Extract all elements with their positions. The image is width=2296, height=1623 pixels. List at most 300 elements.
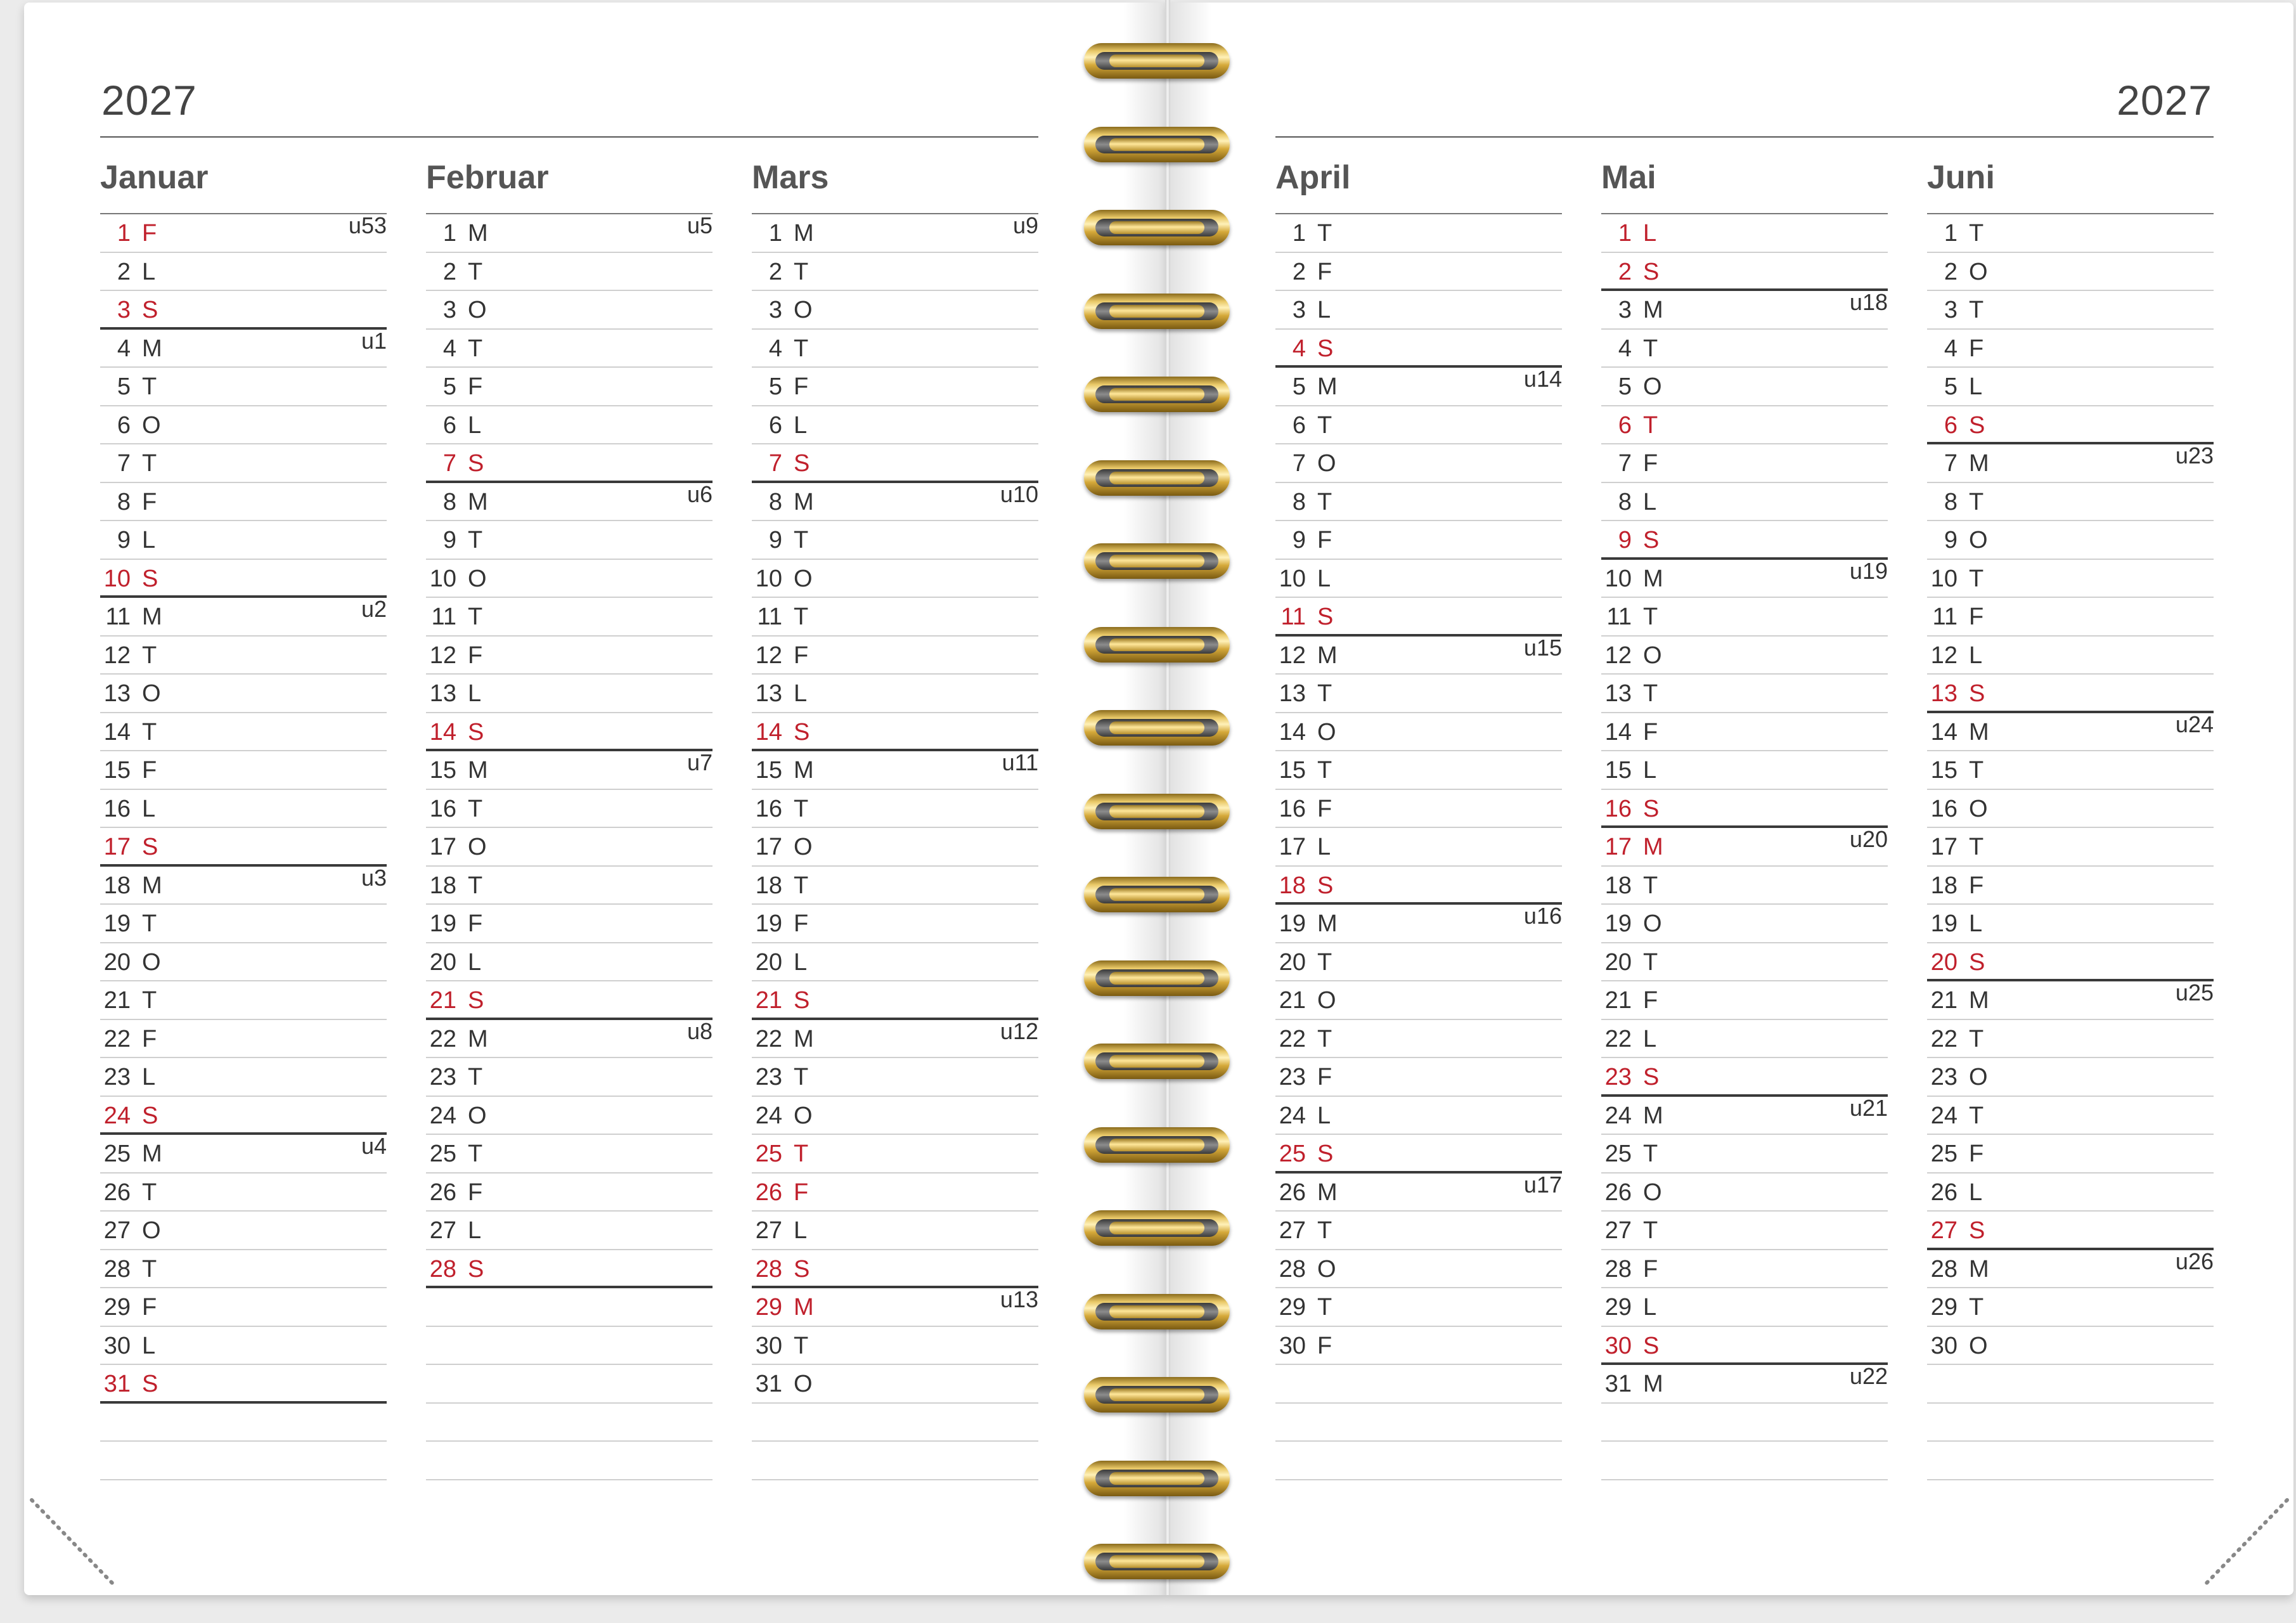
day-number: 13: [1604, 680, 1632, 707]
weekday-letter: T: [1317, 1294, 1332, 1321]
day-row[interactable]: [752, 713, 1038, 752]
day-row[interactable]: [100, 598, 387, 637]
day-row[interactable]: [1275, 483, 1562, 522]
day-row[interactable]: [752, 1212, 1038, 1250]
day-row[interactable]: [1275, 1097, 1562, 1135]
day-row[interactable]: [1275, 751, 1562, 790]
day-row[interactable]: [752, 943, 1038, 982]
blank-note-line[interactable]: [426, 1327, 713, 1366]
weekday-letter: M: [1317, 642, 1338, 669]
day-number: 14: [1604, 718, 1632, 746]
weekday-letter: F: [1317, 1064, 1332, 1090]
weekday-letter: F: [1969, 1141, 1984, 1167]
day-row[interactable]: [426, 981, 713, 1020]
weekday-letter: O: [1317, 1255, 1336, 1283]
day-row[interactable]: [752, 751, 1038, 790]
day-row[interactable]: [1927, 1020, 2214, 1059]
blank-note-line[interactable]: [1275, 1404, 1562, 1442]
day-row[interactable]: [426, 253, 713, 292]
weekday-letter: M: [1969, 1255, 1989, 1283]
binding-coil: [1084, 294, 1230, 329]
weekday-letter: T: [468, 604, 483, 630]
day-row[interactable]: [1601, 713, 1888, 752]
day-row[interactable]: [426, 598, 713, 637]
day-row[interactable]: [1927, 828, 2214, 867]
day-row[interactable]: [1601, 751, 1888, 790]
weekday-letter: T: [794, 872, 809, 899]
day-row[interactable]: [1275, 943, 1562, 982]
day-row[interactable]: [426, 790, 713, 829]
day-row[interactable]: [100, 981, 387, 1020]
day-row[interactable]: [752, 867, 1038, 905]
day-row[interactable]: [1275, 1058, 1562, 1097]
day-row[interactable]: [752, 1288, 1038, 1327]
blank-note-line[interactable]: [1601, 1404, 1888, 1442]
day-row[interactable]: [752, 1250, 1038, 1289]
day-row[interactable]: [1275, 1212, 1562, 1250]
day-number: 20: [1604, 948, 1632, 976]
day-row[interactable]: [752, 214, 1038, 253]
day-row[interactable]: [752, 444, 1038, 483]
day-number: 4: [442, 335, 456, 362]
day-row[interactable]: [100, 1020, 387, 1059]
day-number: 17: [1930, 834, 1957, 860]
weekday-letter: M: [1643, 1102, 1663, 1129]
day-number: 20: [1279, 948, 1306, 976]
week-number: u6: [687, 481, 713, 507]
weekday-letter: T: [1643, 680, 1658, 707]
day-row[interactable]: [1275, 368, 1562, 406]
day-row[interactable]: [1927, 521, 2214, 560]
day-row[interactable]: [1927, 943, 2214, 982]
week-number: u4: [361, 1133, 387, 1159]
day-row[interactable]: [1601, 1250, 1888, 1289]
day-row[interactable]: [1275, 1327, 1562, 1366]
weekday-letter: O: [794, 565, 813, 592]
day-row[interactable]: [100, 1327, 387, 1366]
weekday-letter: T: [142, 1179, 157, 1206]
blank-note-line[interactable]: [1601, 1442, 1888, 1480]
day-row[interactable]: [1601, 1058, 1888, 1097]
binding-coil: [1084, 877, 1230, 912]
day-row[interactable]: [100, 1097, 387, 1135]
blank-note-line[interactable]: [426, 1404, 713, 1442]
day-number: 11: [431, 604, 456, 630]
day-row[interactable]: [752, 790, 1038, 829]
day-row[interactable]: [1927, 713, 2214, 752]
day-row[interactable]: [100, 905, 387, 943]
day-row[interactable]: [1927, 905, 2214, 943]
weekday-letter: O: [794, 834, 813, 860]
day-row[interactable]: [100, 368, 387, 406]
day-row[interactable]: [752, 1058, 1038, 1097]
day-row[interactable]: [1601, 368, 1888, 406]
day-row[interactable]: [1927, 1327, 2214, 1366]
day-number: 27: [755, 1217, 782, 1244]
day-number: 19: [755, 910, 782, 937]
day-row[interactable]: [100, 1212, 387, 1250]
day-row[interactable]: [1927, 368, 2214, 406]
day-row[interactable]: [100, 444, 387, 483]
day-row[interactable]: [426, 330, 713, 368]
day-row[interactable]: [1927, 790, 2214, 829]
day-row[interactable]: [426, 905, 713, 943]
binding-coil: [1084, 960, 1230, 996]
day-row[interactable]: [1601, 1212, 1888, 1250]
weekday-letter: S: [1643, 795, 1660, 822]
day-number: 20: [1930, 948, 1957, 976]
day-row[interactable]: [752, 981, 1038, 1020]
day-row[interactable]: [1601, 981, 1888, 1020]
day-row[interactable]: [426, 1250, 713, 1289]
day-number: 30: [1279, 1332, 1306, 1359]
corner-stitch-left: [28, 1496, 123, 1591]
day-row[interactable]: [752, 368, 1038, 406]
weekday-letter: S: [794, 987, 810, 1014]
month-column-januar: [100, 158, 387, 1480]
day-number: 11: [1280, 604, 1306, 630]
day-row[interactable]: [752, 905, 1038, 943]
day-row[interactable]: [752, 1020, 1038, 1059]
day-row[interactable]: [1601, 406, 1888, 445]
day-row[interactable]: [1601, 291, 1888, 330]
day-row[interactable]: [1927, 1058, 2214, 1097]
weekday-letter: O: [1969, 527, 1988, 553]
weekday-letter: S: [794, 450, 810, 477]
day-number: 3: [1292, 297, 1306, 323]
day-row[interactable]: [1601, 1288, 1888, 1327]
day-row[interactable]: [426, 943, 713, 982]
day-row[interactable]: [1275, 713, 1562, 752]
day-row[interactable]: [1601, 483, 1888, 522]
weekday-letter: L: [468, 411, 482, 439]
day-row[interactable]: [1275, 1288, 1562, 1327]
day-row[interactable]: [1275, 905, 1562, 943]
weekday-letter: L: [142, 1064, 156, 1090]
day-number: 3: [442, 297, 456, 323]
day-number: 2: [1292, 258, 1306, 285]
day-row[interactable]: [752, 1327, 1038, 1366]
day-row[interactable]: [100, 521, 387, 560]
day-row[interactable]: [752, 1174, 1038, 1212]
day-row[interactable]: [1275, 330, 1562, 368]
day-row[interactable]: [1927, 253, 2214, 292]
day-row[interactable]: [426, 444, 713, 483]
day-row[interactable]: [100, 483, 387, 522]
day-row[interactable]: [426, 828, 713, 867]
day-row[interactable]: [1601, 1094, 1888, 1135]
day-number: 15: [429, 757, 456, 784]
day-number: 1: [1944, 220, 1957, 247]
day-row[interactable]: [1275, 598, 1562, 637]
day-row[interactable]: [1927, 330, 2214, 368]
day-row[interactable]: [752, 675, 1038, 713]
day-row[interactable]: [426, 1058, 713, 1097]
day-row[interactable]: [1275, 1135, 1562, 1174]
day-number: 16: [103, 795, 131, 822]
weekday-letter: F: [1643, 987, 1658, 1014]
day-row[interactable]: [1601, 828, 1888, 867]
blank-note-line[interactable]: [1275, 1365, 1562, 1404]
day-row[interactable]: [1275, 253, 1562, 292]
day-number: 15: [755, 757, 782, 784]
week-number: u26: [2175, 1248, 2214, 1274]
day-row[interactable]: [426, 637, 713, 675]
weekday-letter: F: [142, 757, 157, 784]
day-row[interactable]: [1275, 1020, 1562, 1059]
weekday-letter: M: [1317, 373, 1338, 400]
day-row[interactable]: [1275, 521, 1562, 560]
day-row[interactable]: [100, 675, 387, 713]
weekday-letter: L: [468, 948, 482, 976]
weekday-letter: L: [1643, 1294, 1657, 1321]
day-row[interactable]: [100, 406, 387, 445]
day-row[interactable]: [1601, 214, 1888, 253]
day-row[interactable]: [1275, 291, 1562, 330]
weekday-letter: L: [142, 795, 156, 822]
day-number: 10: [1930, 565, 1957, 592]
day-row[interactable]: [1927, 981, 2214, 1020]
day-row[interactable]: [426, 1097, 713, 1135]
day-row[interactable]: [1927, 867, 2214, 905]
day-row[interactable]: [426, 214, 713, 253]
day-row[interactable]: [752, 1097, 1038, 1135]
day-row[interactable]: [1601, 790, 1888, 829]
day-row[interactable]: [1927, 291, 2214, 330]
weekday-letter: S: [1643, 1332, 1660, 1359]
weekday-letter: T: [1969, 1025, 1984, 1052]
day-row[interactable]: [1275, 634, 1562, 675]
day-row[interactable]: [752, 637, 1038, 675]
day-number: 17: [1279, 834, 1306, 860]
day-row[interactable]: [100, 790, 387, 829]
day-row[interactable]: [1927, 675, 2214, 713]
day-row[interactable]: [426, 291, 713, 330]
day-row[interactable]: [426, 1020, 713, 1059]
day-row[interactable]: [426, 521, 713, 560]
day-row[interactable]: [1275, 981, 1562, 1020]
day-row[interactable]: [752, 253, 1038, 292]
day-number: 20: [429, 948, 456, 976]
day-row[interactable]: [1601, 1174, 1888, 1212]
day-row[interactable]: [426, 751, 713, 790]
day-list: [1927, 213, 2214, 1480]
day-row[interactable]: [1601, 444, 1888, 483]
day-number: 5: [768, 373, 782, 400]
day-row[interactable]: [1927, 1174, 2214, 1212]
day-row[interactable]: [100, 291, 387, 330]
blank-note-line[interactable]: [1927, 1365, 2214, 1404]
day-row[interactable]: [1275, 1171, 1562, 1212]
day-row[interactable]: [100, 327, 387, 368]
day-row[interactable]: [100, 253, 387, 292]
day-number: 14: [1279, 718, 1306, 746]
day-row[interactable]: [1601, 637, 1888, 675]
day-number: 23: [1930, 1064, 1957, 1090]
day-row[interactable]: [100, 943, 387, 982]
blank-note-line[interactable]: [1927, 1442, 2214, 1480]
day-row[interactable]: [1601, 867, 1888, 905]
day-row[interactable]: [1275, 828, 1562, 867]
day-row[interactable]: [1601, 598, 1888, 637]
blank-note-line[interactable]: [1275, 1442, 1562, 1480]
day-number: 19: [103, 910, 131, 937]
weekday-letter: F: [794, 373, 809, 400]
day-number: 7: [1944, 450, 1957, 477]
day-row[interactable]: [1927, 560, 2214, 598]
weekday-letter: T: [468, 795, 483, 822]
day-list: [1275, 213, 1562, 1480]
weekday-letter: T: [794, 1332, 809, 1359]
day-row[interactable]: [752, 560, 1038, 598]
day-row[interactable]: [1927, 1288, 2214, 1327]
day-row[interactable]: [100, 1135, 387, 1174]
day-row[interactable]: [426, 560, 713, 598]
blank-note-line[interactable]: [426, 1288, 713, 1327]
day-row[interactable]: [100, 1250, 387, 1289]
day-list: [100, 213, 387, 1480]
day-row[interactable]: [1275, 1250, 1562, 1289]
day-row[interactable]: [1275, 790, 1562, 829]
weekday-letter: O: [1969, 1332, 1988, 1359]
blank-note-line[interactable]: [100, 1442, 387, 1480]
day-row[interactable]: [1601, 253, 1888, 292]
day-number: 25: [1604, 1141, 1632, 1167]
blank-note-line[interactable]: [752, 1404, 1038, 1442]
day-row[interactable]: [426, 1212, 713, 1250]
weekday-letter: S: [1317, 604, 1334, 630]
weekday-letter: M: [794, 1025, 814, 1052]
blank-note-line[interactable]: [752, 1442, 1038, 1480]
weekday-letter: T: [142, 987, 157, 1014]
blank-note-line[interactable]: [426, 1442, 713, 1480]
day-row[interactable]: [752, 1365, 1038, 1404]
week-number: u3: [361, 864, 387, 891]
weekday-letter: M: [794, 220, 814, 247]
day-row[interactable]: [1601, 330, 1888, 368]
day-number: 17: [103, 834, 131, 860]
day-row[interactable]: [1601, 1020, 1888, 1059]
day-number: 6: [1944, 411, 1957, 439]
day-row[interactable]: [752, 1135, 1038, 1174]
weekday-letter: T: [1969, 834, 1984, 860]
day-row[interactable]: [1275, 560, 1562, 598]
day-row[interactable]: [1275, 444, 1562, 483]
weekday-letter: L: [1643, 1025, 1657, 1052]
day-row[interactable]: [1601, 521, 1888, 560]
day-row[interactable]: [100, 1058, 387, 1097]
day-row[interactable]: [100, 214, 387, 253]
blank-note-line[interactable]: [100, 1404, 387, 1442]
weekday-letter: L: [794, 680, 808, 707]
day-row[interactable]: [100, 864, 387, 905]
blank-note-line[interactable]: [1927, 1404, 2214, 1442]
day-row[interactable]: [1275, 406, 1562, 445]
week-number: u13: [1000, 1286, 1038, 1312]
day-row[interactable]: [1601, 905, 1888, 943]
weekday-letter: T: [468, 872, 483, 899]
day-row[interactable]: [100, 637, 387, 675]
day-row[interactable]: [100, 713, 387, 752]
weekday-letter: F: [1643, 450, 1658, 477]
day-number: 8: [1292, 488, 1306, 515]
day-row[interactable]: [426, 675, 713, 713]
week-number: u21: [1849, 1094, 1888, 1121]
day-row[interactable]: [1927, 637, 2214, 675]
day-row[interactable]: [1927, 483, 2214, 522]
day-row[interactable]: [1601, 557, 1888, 598]
day-row[interactable]: [426, 483, 713, 522]
day-row[interactable]: [1275, 675, 1562, 713]
day-row[interactable]: [100, 1174, 387, 1212]
day-row[interactable]: [1927, 598, 2214, 637]
day-row[interactable]: [1927, 444, 2214, 483]
day-row[interactable]: [100, 828, 387, 867]
day-row[interactable]: [752, 291, 1038, 330]
day-row[interactable]: [752, 483, 1038, 522]
day-row[interactable]: [426, 1135, 713, 1174]
day-row[interactable]: [1601, 943, 1888, 982]
day-row[interactable]: [1275, 867, 1562, 905]
day-row[interactable]: [1927, 406, 2214, 445]
day-row[interactable]: [1601, 1365, 1888, 1404]
day-row[interactable]: [1927, 1097, 2214, 1135]
day-number: 2: [1944, 258, 1957, 285]
day-number: 8: [1618, 488, 1632, 515]
day-row[interactable]: [1927, 1250, 2214, 1289]
blank-note-line[interactable]: [426, 1365, 713, 1404]
day-number: 21: [1604, 987, 1632, 1014]
day-row[interactable]: [1927, 1135, 2214, 1174]
day-row[interactable]: [426, 867, 713, 905]
day-row[interactable]: [1927, 751, 2214, 790]
day-row[interactable]: [752, 406, 1038, 445]
day-row[interactable]: [752, 828, 1038, 867]
day-row[interactable]: [752, 598, 1038, 637]
day-number: 18: [1604, 872, 1632, 899]
day-row[interactable]: [426, 1174, 713, 1212]
weekday-letter: T: [468, 1141, 483, 1167]
weekday-letter: L: [142, 527, 156, 553]
day-row[interactable]: [100, 560, 387, 598]
day-row[interactable]: [1601, 1135, 1888, 1174]
day-row[interactable]: [100, 1288, 387, 1327]
day-row[interactable]: [752, 521, 1038, 560]
day-number: 11: [105, 604, 131, 630]
day-number: 13: [1930, 680, 1957, 707]
day-row[interactable]: [426, 368, 713, 406]
day-row[interactable]: [752, 330, 1038, 368]
day-row[interactable]: [1601, 675, 1888, 713]
day-number: 25: [755, 1141, 782, 1167]
day-number: 17: [1604, 834, 1632, 860]
day-row[interactable]: [426, 713, 713, 752]
day-number: 6: [1618, 411, 1632, 439]
day-row[interactable]: [426, 406, 713, 445]
day-row[interactable]: [1275, 214, 1562, 253]
day-row[interactable]: [1927, 214, 2214, 253]
day-row[interactable]: [1601, 1327, 1888, 1366]
weekday-letter: M: [1969, 450, 1989, 477]
weekday-letter: T: [468, 258, 483, 285]
day-number: 9: [442, 527, 456, 553]
day-number: 26: [755, 1179, 782, 1206]
weekday-letter: T: [794, 1141, 809, 1167]
weekday-letter: S: [468, 987, 484, 1014]
day-row[interactable]: [100, 1365, 387, 1404]
day-row[interactable]: [100, 751, 387, 790]
day-row[interactable]: [1927, 1212, 2214, 1250]
